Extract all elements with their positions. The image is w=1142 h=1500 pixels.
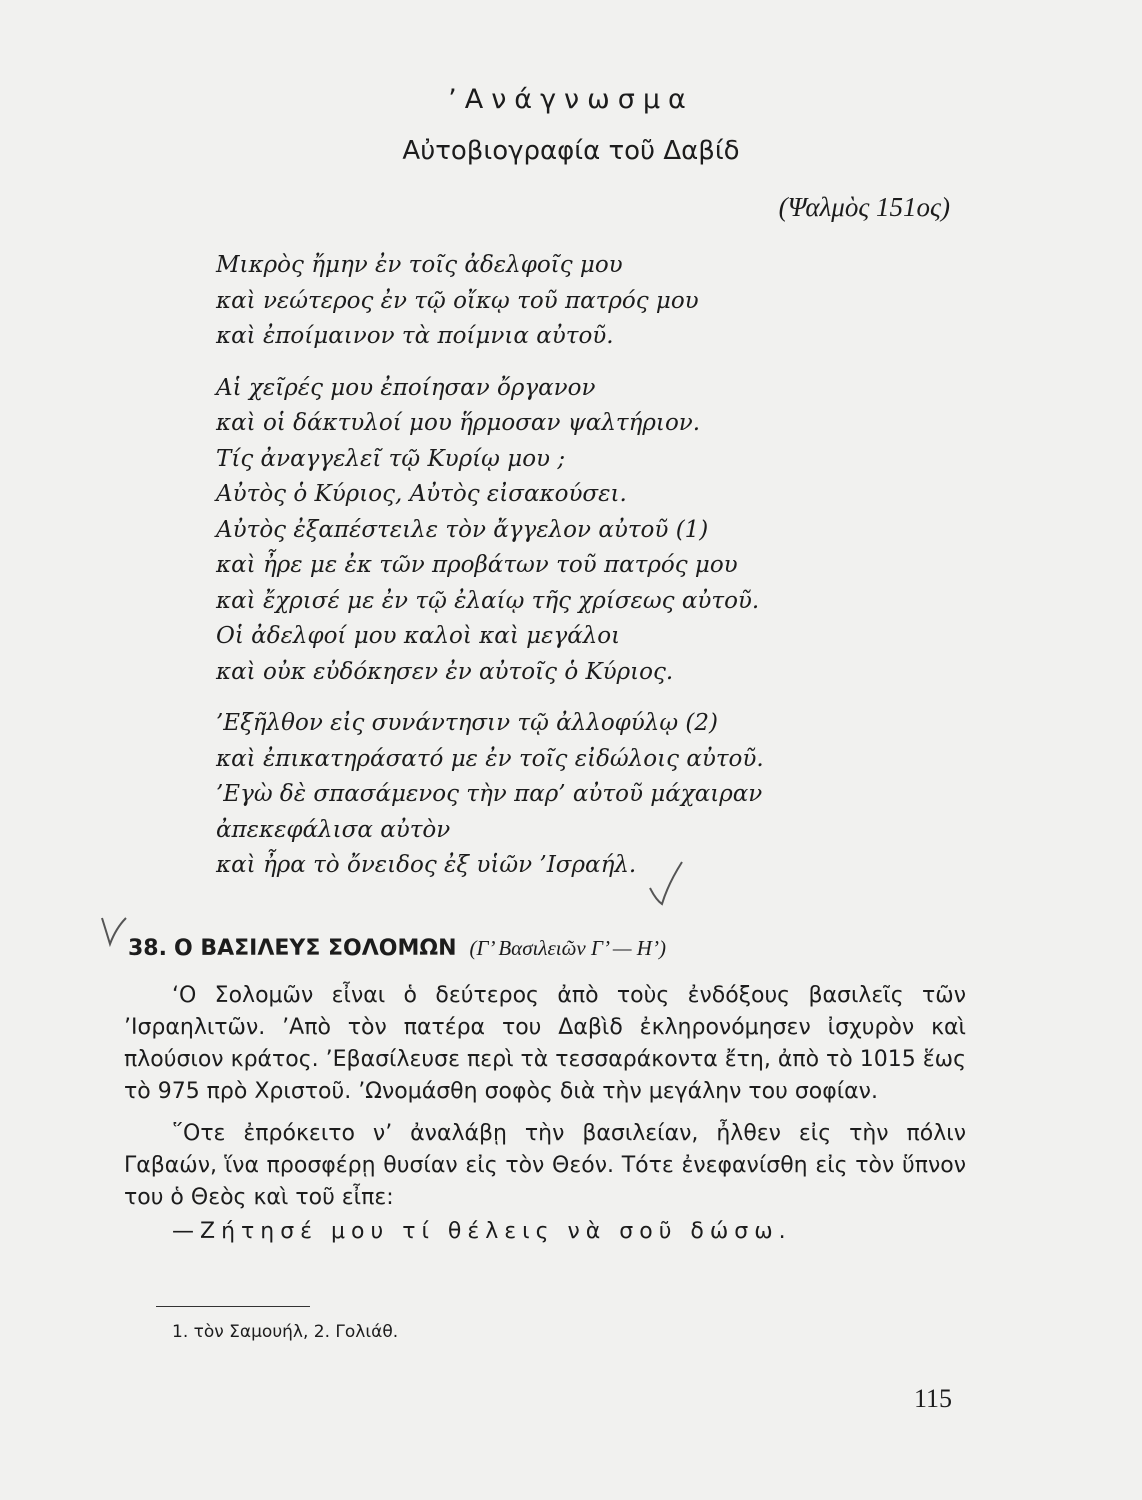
- footnote: 1. τὸν Σαμουήλ, 2. Γολιάθ.: [172, 1322, 399, 1342]
- verse: Αὐτὸς ὁ Κύριος, Αὐτὸς εἰσακούσει.: [216, 481, 627, 507]
- verse: καὶ ἦρα τὸ ὄνειδος ἐξ υἱῶν ’Ισραήλ.: [216, 852, 637, 878]
- footnote-divider: [156, 1306, 310, 1307]
- paragraph: ῞Οτε ἐπρόκειτο ν’ ἀναλάβῃ τὴν βασιλείαν, ἦλθεν εἰς τὴν πόλιν Γαβαών, ἵνα προσφέρῃ θυσίαν εἰς τὸν Θεόν. Τότε ἐνεφανίσθη εἰς τὸν ὕπνον του ὁ Θεὸς καὶ τοῦ εἶπε:: [124, 1121, 966, 1210]
- page-number: 115: [914, 1384, 953, 1413]
- verse: καὶ οὐκ εὐδόκησεν ἐν αὐτοῖς ὁ Κύριος.: [216, 658, 674, 685]
- section-reference: (Γ’ Βασιλειῶν Γ’ — Η’): [469, 936, 666, 960]
- psalm-reference: (Ψαλμὸς 151ος): [778, 192, 950, 222]
- poem-stanza-1: [216, 248, 1016, 355]
- footnote-mark-1: (1): [675, 516, 709, 543]
- footnote-mark-2: (2): [685, 710, 719, 736]
- verse-with-note: [216, 706, 1016, 742]
- dialogue-line: —Ζήτησέ μου τί θέλεις νὰ σοῦ δώσω.: [172, 1219, 792, 1244]
- poem-stanza-3: [216, 706, 1016, 884]
- verse-text: ’Εξῆλθον εἰς συνάντησιν τῷ ἀλλοφύλῳ: [216, 710, 679, 736]
- verse: Οἱ ἀδελφοί μου καλοὶ καὶ μεγάλοι: [216, 623, 621, 649]
- verse: καὶ ἐποίμαινον τὰ ποίμνια αὐτοῦ.: [216, 323, 614, 349]
- margin-check-icon: [98, 912, 130, 948]
- poem-stanza-2: [216, 371, 1016, 691]
- verse: καὶ ἦρε με ἐκ τῶν προβάτων τοῦ πατρός μου: [216, 552, 738, 578]
- reading-subtitle: Αὐτοβιογραφία τοῦ Δαβίδ: [402, 136, 740, 166]
- verse: καὶ νεώτερος ἐν τῷ οἴκῳ τοῦ πατρός μου: [216, 287, 699, 314]
- verse-text: Αὐτὸς ἐξαπέστειλε τὸν ἄγγελον αὐτοῦ: [216, 516, 669, 543]
- verse: καὶ ἔχρισέ με ἐν τῷ ἐλαίῳ τῆς χρίσεως αὐτοῦ.: [216, 587, 760, 614]
- verse-with-note: [216, 513, 1016, 549]
- verse: καὶ ἐπικατηράσατό με ἐν τοῖς εἰδώλοις αὐτοῦ.: [216, 745, 764, 772]
- verse: Αἱ χεῖρές μου ἐποίησαν ὄργανον: [216, 374, 596, 401]
- verse: ’Εγὼ δὲ σπασάμενος τὴν παρ’ αὐτοῦ μάχαιραν: [216, 781, 763, 807]
- reading-heading: ’Ανάγνωσμα: [448, 84, 694, 115]
- body-text: [124, 980, 966, 1258]
- verse: καὶ οἱ δάκτυλοί μου ἥρμοσαν ψαλτήριον.: [216, 410, 701, 436]
- section-title: Ο ΒΑΣΙΛΕΥΣ ΣΟΛΟΜΩΝ: [173, 936, 457, 961]
- verse: ἀπεκεφάλισα αὐτὸν: [216, 816, 451, 843]
- section-heading: [128, 928, 666, 969]
- verse: Μικρὸς ἤμην ἐν τοῖς ἀδελφοῖς μου: [216, 252, 623, 278]
- paragraph: ‘Ο Σολομῶν εἶναι ὁ δεύτερος ἀπὸ τοὺς ἐνδόξους βασιλεῖς τῶν ’Ισραηλιτῶν. ’Απὸ τὸν πατέρα του Δαβὶδ ἐκληρονόμησεν ἰσχυρὸν καὶ πλούσιον κράτος. ’Εβασίλευσε περὶ τὰ τεσσαράκοντα ἔτη, ἀπὸ τὸ 1015 ἕως τὸ 975 πρὸ Χριστοῦ. ’Ωνομάσθη σοφὸς διὰ τὴν μεγάλην του σοφίαν.: [124, 983, 966, 1104]
- pencil-check-icon: [646, 858, 686, 908]
- section-number: 38.: [128, 936, 167, 961]
- verse: Τίς ἀναγγελεῖ τῷ Κυρίῳ μου ;: [216, 445, 566, 472]
- poem: [216, 248, 1016, 900]
